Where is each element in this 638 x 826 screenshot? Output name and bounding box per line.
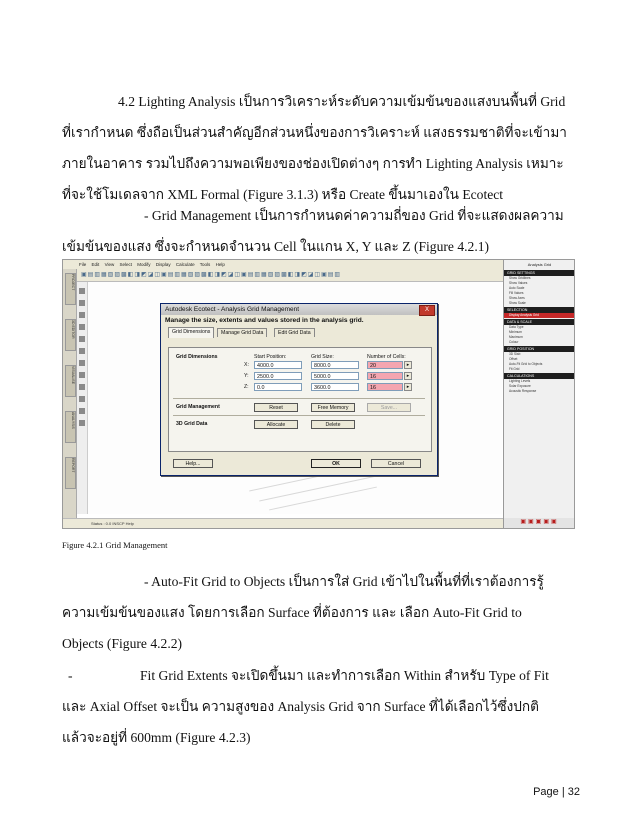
z-size-input[interactable]: 3600.0 (311, 383, 359, 391)
side-tab-3d-editor[interactable]: 3D EDITOR (65, 319, 76, 351)
panel-row[interactable]: Maximum (509, 335, 523, 339)
paragraph-grid-management (62, 200, 582, 262)
paragraph-line: ภายในอาคาร รวมไปถึงความพอเพียงของช่องเปิดต่างๆ การทำ Lighting Analysis เหมาะ (62, 156, 564, 171)
grid-line (269, 487, 377, 511)
paragraph-line: Objects (Figure 4.2.2) (62, 636, 183, 651)
tool-icon[interactable] (79, 324, 85, 330)
panel-row[interactable]: Solar Exposure (509, 384, 531, 388)
paragraph-auto-fit (62, 566, 582, 659)
toolbar (77, 269, 503, 282)
z-cells-input[interactable]: 16 (367, 383, 403, 391)
page-number: Page | 32 (533, 786, 580, 798)
grid-size-label: Grid Size: (311, 354, 334, 360)
tab-grid-dimensions[interactable]: Grid Dimensions (168, 327, 214, 338)
menu-item[interactable]: Modify (137, 262, 151, 267)
tool-icon[interactable] (79, 420, 85, 426)
paragraph-line: ที่เรากำหนด ซึ่งถือเป็นส่วนสำคัญอีกส่วนหนึ่งของการวิเคราะห์ แสงธรรมชาติที่จะเข้ามา (62, 125, 567, 140)
paragraph-line: - Grid Management เป็นการกำหนดค่าความถี่ของ Grid ที่จะแสดงผลความ (144, 208, 564, 223)
grid-management-label: Grid Management (176, 404, 220, 410)
z-cells-arrow-icon[interactable]: ▸ (404, 383, 412, 391)
ok-button[interactable]: OK (311, 459, 361, 468)
tool-icon[interactable] (79, 336, 85, 342)
side-tabs (63, 269, 77, 519)
tool-icon[interactable] (79, 408, 85, 414)
bullet: - (68, 668, 73, 683)
x-size-input[interactable]: 8000.0 (311, 361, 359, 369)
tool-strip (77, 282, 88, 514)
paragraph-line: และ Axial Offset จะเป็น ความสูงของ Analysis Grid จาก Surface ที่ได้เลือกไว้ซึ่งปกติ (62, 699, 539, 714)
menu-item[interactable]: Edit (91, 262, 100, 267)
y-size-input[interactable]: 5000.0 (311, 372, 359, 380)
tool-icon[interactable] (79, 384, 85, 390)
free-memory-button[interactable]: Free Memory (311, 403, 355, 412)
tool-icon[interactable] (79, 396, 85, 402)
axis-label: X: (244, 362, 249, 368)
dialog-titlebar[interactable] (161, 304, 437, 315)
grid-management-dialog (160, 303, 438, 476)
panel-row-highlighted[interactable]: Display Analysis Grid (504, 313, 575, 318)
paragraph-line: เข้มข้นของแสง ซึ่งจะกำหนดจำนวน Cell ในแกน X, Y และ Z (Figure 4.2.1) (62, 239, 490, 254)
tool-icon[interactable] (79, 360, 85, 366)
panel-row[interactable]: Auto-Fit Grid to Objects (509, 362, 543, 366)
dialog-title: Autodesk Ecotect - Analysis Grid Management (165, 306, 300, 313)
panel-section-head[interactable]: GRID POSITION (504, 346, 575, 352)
paragraph-fit-grid-extents (62, 660, 582, 753)
grid-line (259, 476, 377, 502)
paragraph-line (62, 660, 582, 691)
tool-icon[interactable] (79, 348, 85, 354)
y-cells-input[interactable]: 16 (367, 372, 403, 380)
axis-label: Z: (244, 384, 249, 390)
panel-row[interactable]: Show Values (509, 281, 528, 285)
menu-bar (63, 260, 519, 269)
allocate-button[interactable]: Allocate (254, 420, 298, 429)
paragraph-line: ที่จะใช้โมเดลจาก XML Formal (Figure 3.1.3) หรือ Create ขึ้นมาเองใน Ecotect (62, 187, 504, 202)
grid-data-label: 3D Grid Data (176, 421, 208, 427)
menu-item[interactable]: File (79, 262, 87, 267)
panel-row[interactable]: Show Scale (509, 301, 526, 305)
side-tab-project[interactable]: PROJECT (65, 273, 76, 305)
panel-row[interactable]: Data Type (509, 325, 524, 329)
y-start-input[interactable]: 2500.0 (254, 372, 302, 380)
toolbar-icons[interactable]: ▣▤▥▦▧▨▩◧◨◩◪◫▣▤▥▦▧▨▩◧◨◩◪◫▣▤▥▦▧▨▩◧◨◩◪◫▣▤▥ (81, 272, 342, 278)
panel-section-head[interactable]: GRID SETTINGS (504, 270, 575, 276)
z-start-input[interactable]: 0.0 (254, 383, 302, 391)
panel-row[interactable]: Show Axes (509, 296, 525, 300)
dialog-header: Manage the size, extents and values stored in the analysis grid. (165, 317, 364, 324)
dialog-tabs (168, 327, 437, 337)
y-cells-arrow-icon[interactable]: ▸ (404, 372, 412, 380)
menu-item[interactable]: Calculate (175, 262, 195, 267)
panel-footer-icons[interactable]: ▣▣▣▣▣ (504, 518, 575, 528)
paragraph-line: แล้วจะอยู่ที่ 600mm (Figure 4.2.3) (62, 730, 251, 745)
tool-icon[interactable] (79, 312, 85, 318)
panel-row[interactable]: Colour (509, 340, 519, 344)
menu-item[interactable]: Tools (199, 262, 211, 267)
x-cells-input[interactable]: 20 (367, 361, 403, 369)
menu-item[interactable]: Display (155, 262, 171, 267)
paragraph-line: ความเข้มข้นของแสง โดยการเลือก Surface ที่ต้องการ และ เลือก Auto-Fit Grid to (62, 605, 522, 620)
tool-icon[interactable] (79, 372, 85, 378)
tab-manage-grid-data[interactable]: Manage Grid Data (217, 328, 267, 337)
number-of-cells-label: Number of Cells: (367, 354, 406, 360)
panel-section-head[interactable]: DATA & SCALE (504, 319, 575, 325)
panel-row[interactable]: Lighting Levels (509, 379, 531, 383)
close-icon[interactable]: X (419, 305, 435, 316)
paragraph-line: 4.2 Lighting Analysis เป็นการวิเคราะห์ระดับความเข้มข้นของแสงบนพื้นที่ Grid (118, 94, 566, 109)
analysis-grid-panel (503, 260, 575, 528)
ecotect-screenshot (62, 259, 575, 529)
paragraph-line: - Auto-Fit Grid to Objects เป็นการใส่ Grid เข้าไปในพื้นที่ที่เราต้องการรู้ (144, 574, 544, 589)
side-tab-visualise[interactable]: VISUALISE (65, 365, 76, 397)
reset-button[interactable]: Reset (254, 403, 298, 412)
x-cells-arrow-icon[interactable]: ▸ (404, 361, 412, 369)
panel-row[interactable]: Acoustic Response (509, 389, 537, 393)
menu-item[interactable]: Help (215, 262, 225, 267)
tool-icon[interactable] (79, 288, 85, 294)
help-button[interactable]: Help... (173, 459, 213, 468)
cancel-button[interactable]: Cancel (371, 459, 421, 468)
axis-label: Y: (244, 373, 249, 379)
status-bar: Status : 0.0 INSCP Help (63, 518, 531, 528)
delete-button[interactable]: Delete (311, 420, 355, 429)
panel-row[interactable]: Fit Grid (509, 367, 520, 371)
menu-item[interactable]: Select (119, 262, 133, 267)
grid-dimensions-panel (168, 347, 432, 452)
panel-title: Analysis Grid (527, 262, 552, 267)
panel-row[interactable]: Offset (509, 357, 518, 361)
panel-section-head[interactable]: SELECTION (504, 307, 575, 313)
paragraph-text: Fit Grid Extents จะเปิดขึ้นมา และทำการเลือก Within สำหรับ Type of Fit (140, 668, 549, 683)
divider (173, 415, 425, 416)
panel-row[interactable]: Show Gridlines (509, 276, 531, 280)
save-button[interactable]: Save... (367, 403, 411, 412)
side-tab-analysis[interactable]: ANALYSIS (65, 411, 76, 443)
tool-icon[interactable] (79, 300, 85, 306)
tab-edit-grid-data[interactable]: Edit Grid Data (274, 328, 315, 337)
panel-row[interactable]: 3D Slab (509, 352, 521, 356)
figure-caption: Figure 4.2.1 Grid Management (62, 540, 168, 550)
grid-dimensions-label: Grid Dimensions (176, 354, 218, 360)
panel-section-head[interactable]: CALCULATIONS (504, 373, 575, 379)
side-tab-report[interactable]: REPORT (65, 457, 76, 489)
paragraph-lighting-analysis (62, 86, 582, 210)
divider (173, 398, 425, 399)
panel-row[interactable]: Fill Values (509, 291, 524, 295)
start-position-label: Start Position: (254, 354, 287, 360)
menu-item[interactable]: View (104, 262, 115, 267)
panel-row[interactable]: Minimum (509, 330, 522, 334)
x-start-input[interactable]: 4000.0 (254, 361, 302, 369)
panel-row[interactable]: Auto Scale (509, 286, 525, 290)
